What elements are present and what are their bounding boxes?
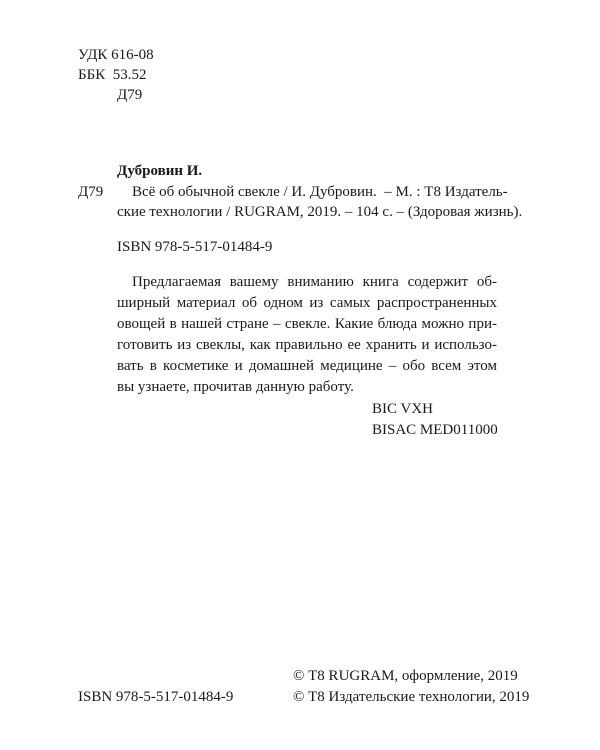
bisac-code: BISAC MED011000	[372, 422, 498, 438]
record-author-mark: Д79	[78, 184, 104, 200]
annotation-line-6: вы узнаете, прочитав данную работу.	[117, 379, 354, 395]
annotation-line-2: ширный материал об одном из самых распространенных	[117, 295, 497, 311]
record-isbn: ISBN 978-5-517-01484-9	[117, 239, 273, 255]
annotation-line-5: вать в косметике и домашней медицине – обо всем этом	[117, 358, 497, 374]
udk-code: УДК 616-08	[78, 47, 154, 63]
author-mark: Д79	[117, 87, 143, 103]
description-line-1: Всё об обычной свекле / И. Дубровин. – М. : Т8 Издатель-	[132, 184, 508, 200]
copyright-publisher: © Т8 Издательские технологии, 2019	[293, 689, 530, 705]
annotation-line-4: готовить из свеклы, как правильно ее хранить и использо-	[117, 337, 497, 353]
copyright-design: © Т8 RUGRAM, оформление, 2019	[293, 668, 518, 684]
footer-isbn: ISBN 978-5-517-01484-9	[78, 689, 234, 705]
description-line-2: ские технологии / RUGRAM, 2019. – 104 с. – (Здоровая жизнь).	[117, 204, 523, 220]
annotation-line-3: овощей в нашей стране – свекле. Какие блюда можно при-	[117, 316, 497, 332]
annotation-line-1: Предлагаемая вашему вниманию книга содержит об-	[132, 274, 497, 290]
author-heading: Дубровин И.	[117, 163, 203, 179]
bic-code: BIC VXH	[372, 401, 433, 417]
bbk-code: ББК 53.52	[78, 67, 147, 83]
